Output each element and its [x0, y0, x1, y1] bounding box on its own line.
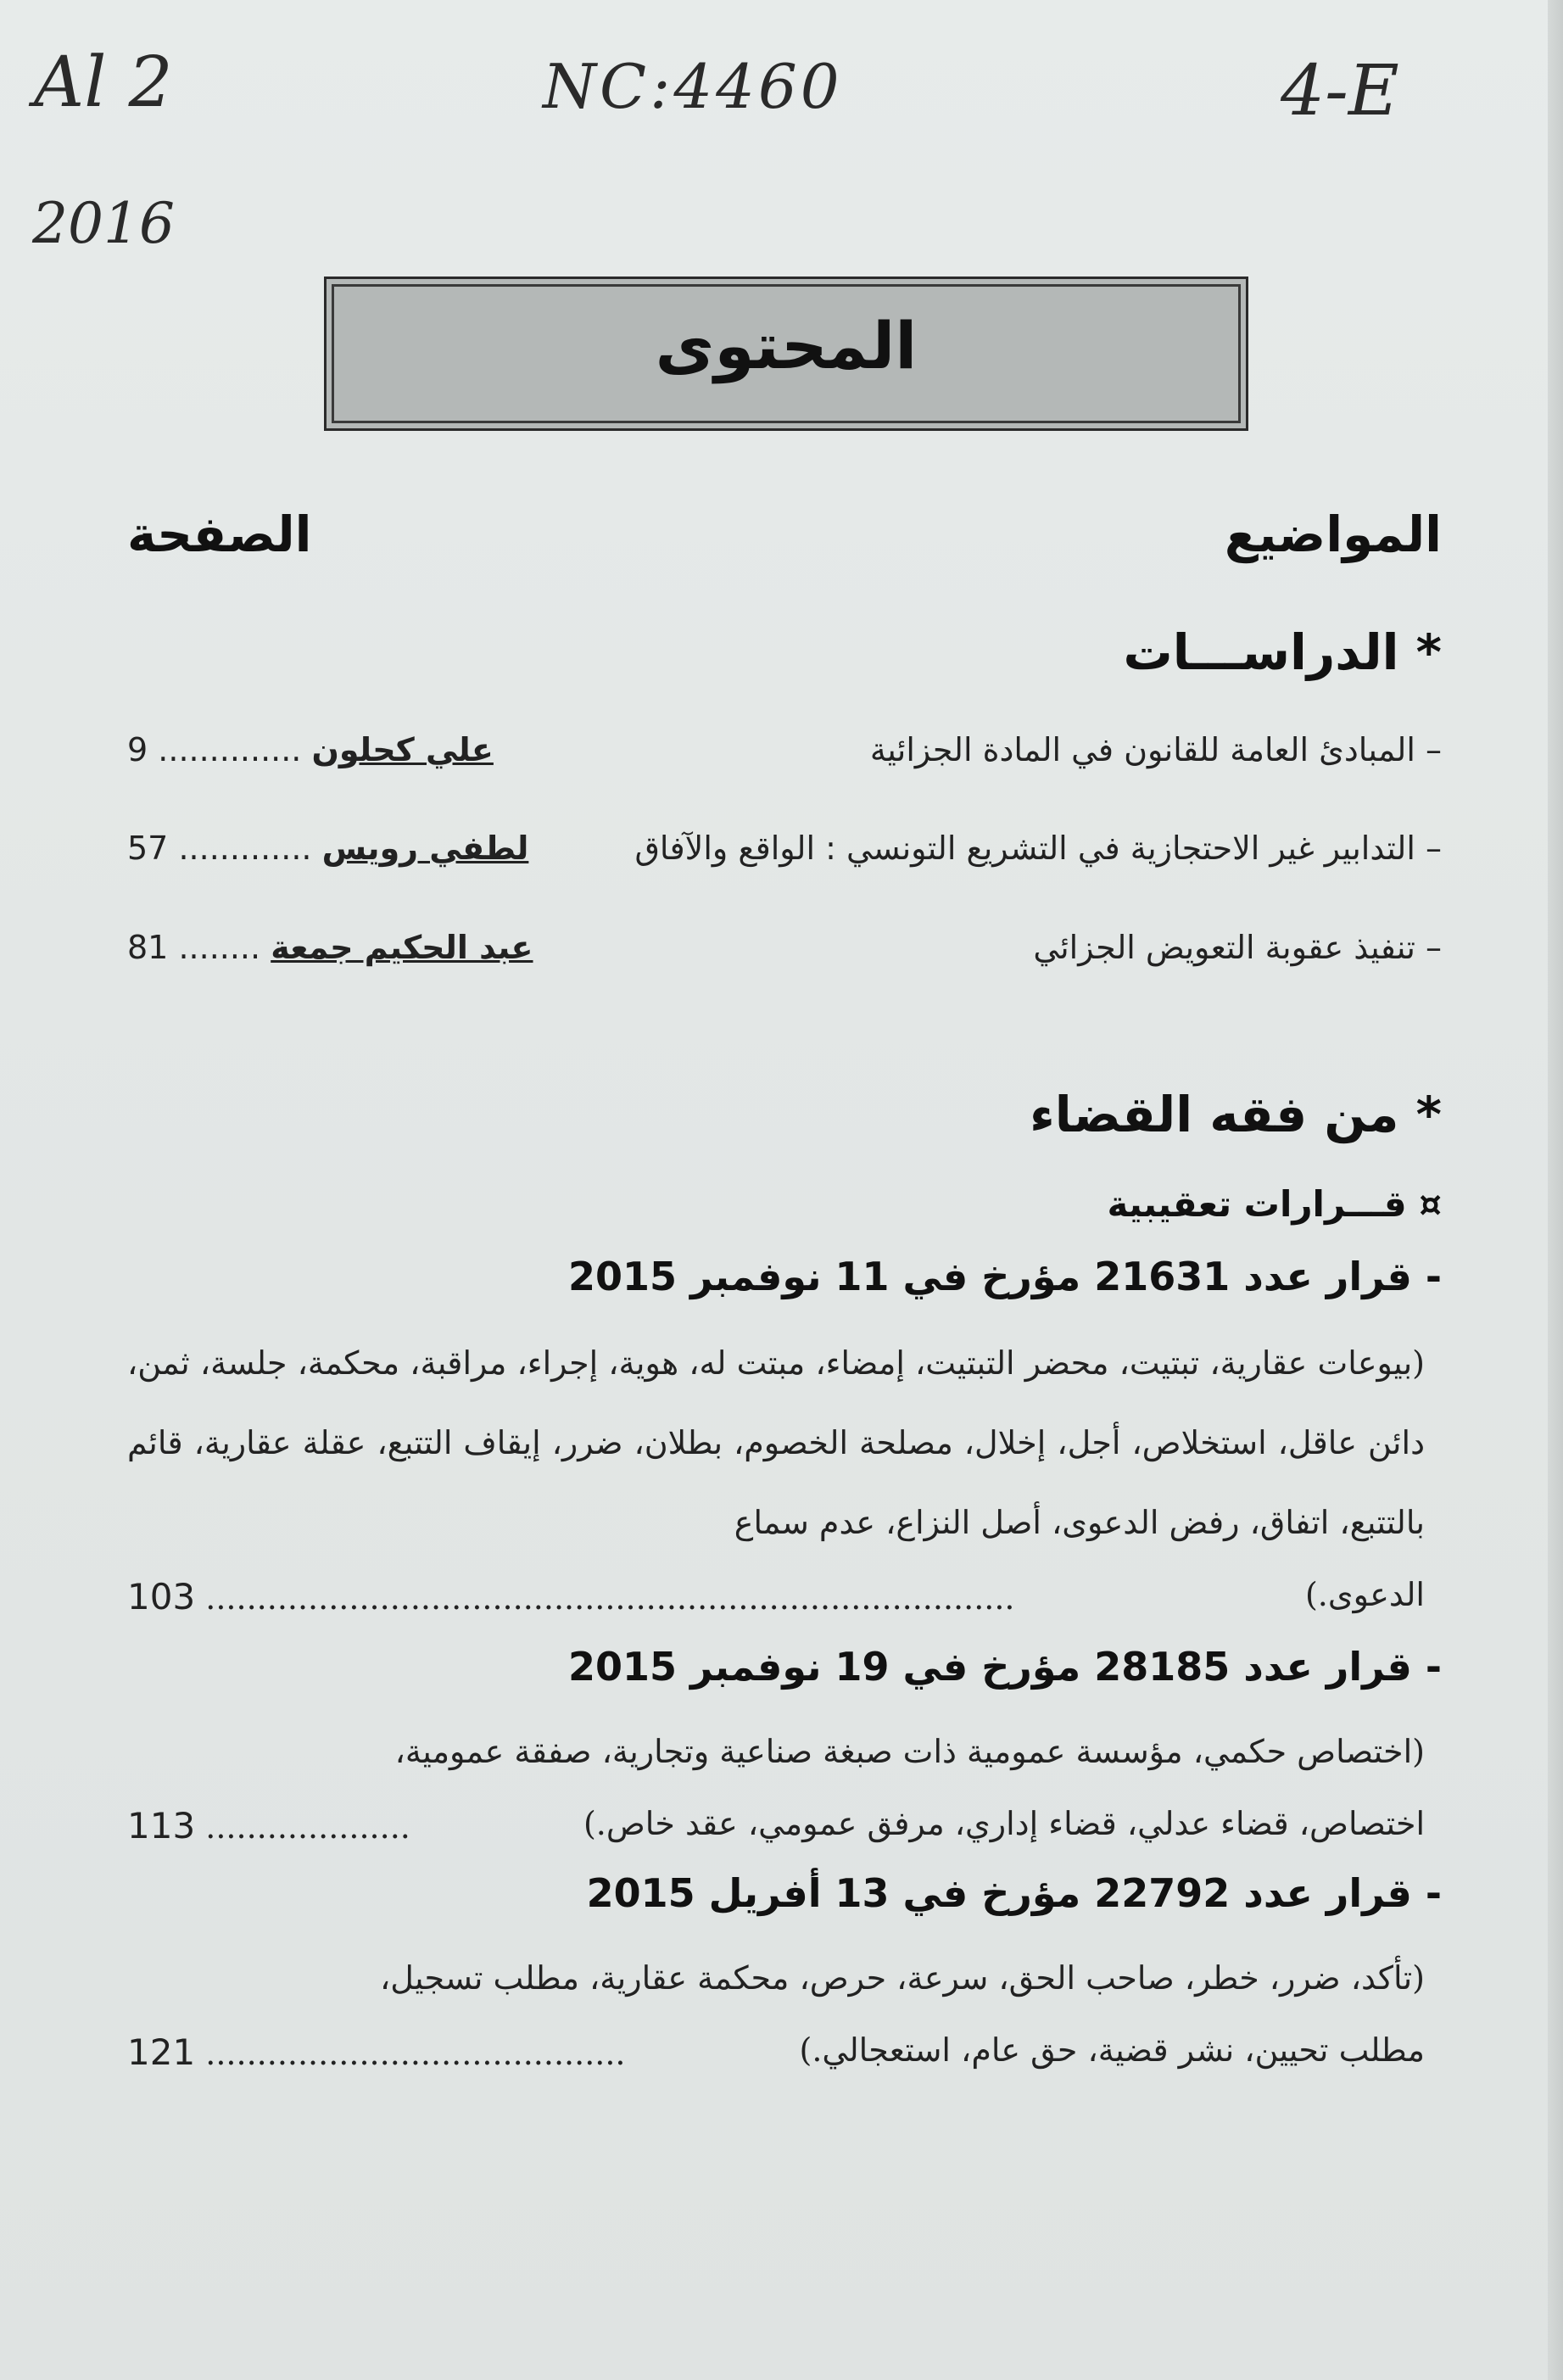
entry-title: – تنفيذ عقوبة التعويض الجزائي	[1033, 929, 1442, 966]
decision-entry	[127, 1254, 1442, 1330]
decision-heading: - قرار عدد 22792 مؤرخ في 13 أفريل 2015	[586, 1870, 1442, 1916]
handwritten-call-number: NC:4460	[543, 51, 843, 122]
entry-page-number: 121	[127, 2031, 196, 2073]
entry-page-number: 57	[127, 830, 169, 867]
entry-dots: ..............	[158, 731, 302, 768]
toc-entry	[127, 731, 1442, 807]
handwritten-note-top-left: Al 2	[34, 42, 173, 123]
column-headers	[127, 506, 1442, 582]
entry-reference	[127, 1576, 1015, 1617]
decision-heading: - قرار عدد 28185 مؤرخ في 19 نوفمبر 2015	[568, 1644, 1442, 1690]
decision-keywords: (تأكد، ضرر، خطر، صاحب الحق، سرعة، حرص، محكمة عقارية، مطلب تسجيل،	[379, 1959, 1425, 1997]
studies-heading: * الدراســـات	[1123, 623, 1442, 681]
entry-page-number: 81	[127, 929, 169, 966]
entry-dots: .............	[178, 830, 312, 867]
decision-entry	[127, 1644, 1442, 1720]
cassation-decisions-heading	[127, 1183, 1442, 1260]
entry-dots: ...............................................................................	[205, 1579, 1015, 1617]
entry-reference	[127, 830, 528, 867]
decision-keywords-end	[127, 2031, 1425, 2108]
topics-column-header: المواضيع	[1224, 506, 1442, 563]
page-edge	[1548, 0, 1563, 2380]
decision-heading: - قرار عدد 21631 مؤرخ في 11 نوفمبر 2015	[568, 1254, 1442, 1299]
entry-page-number: 103	[127, 1576, 196, 1617]
jurisprudence-heading: * من فقه القضاء	[1030, 1086, 1442, 1143]
keywords-last-line: الدعوى.)	[1304, 1576, 1425, 1613]
decision-entry	[127, 1870, 1442, 1947]
decision-keywords: (اختصاص حكمي، مؤسسة عمومية ذات صبغة صناعية وتجارية، صفقة عمومية،	[394, 1733, 1425, 1770]
toc-entry	[127, 830, 1442, 906]
page-column-header: الصفحة	[127, 506, 312, 563]
entry-reference	[127, 929, 533, 966]
entry-page-number: 113	[127, 1805, 196, 1846]
sub-heading: ¤ قـــرارات تعقيبية	[1107, 1183, 1442, 1225]
entry-page-number: 9	[127, 731, 148, 768]
entry-reference	[127, 2031, 626, 2073]
decision-keywords: (بيوعات عقارية، تبتيت، محضر التبتيت، إمضاء، مبتت له، هوية، إجراء، مراقبة، محكمة، جلسة، ثمن، دائن عاقل، استخلاص، أجل، إخلال، مصلحة الخصوم، بطلان، ضرر، إيقاف التتبع، عقلة عقارية، قائم بالتتبع، اتفاق، رفض الدعوى، أصل النزاع، عدم سماع	[127, 1344, 1425, 1541]
entry-title: – المبادئ العامة للقانون في المادة الجزائية	[869, 731, 1442, 768]
toc-entry	[127, 929, 1442, 1005]
decision-keywords-end	[127, 1576, 1425, 1652]
entry-dots: ....................	[205, 1808, 410, 1846]
entry-dots: ........	[178, 929, 261, 966]
handwritten-year: 2016	[32, 191, 175, 256]
jurisprudence-section	[127, 1086, 1442, 1162]
entry-reference	[127, 731, 494, 768]
studies-section	[127, 623, 1442, 700]
entry-reference	[127, 1805, 410, 1846]
entry-author: علي كحلون	[311, 731, 494, 768]
entry-title: – التدابير غير الاحتجازية في التشريع التونسي : الواقع والآفاق	[634, 830, 1442, 867]
keywords-last-line: اختصاص، قضاء عدلي، قضاء إداري، مرفق عمومي، عقد خاص.)	[583, 1805, 1425, 1842]
entry-dots: .........................................	[205, 2035, 626, 2072]
keywords-last-line: مطلب تحيين، نشر قضية، حق عام، استعجالي.)	[799, 2031, 1425, 2069]
entry-author: عبد الحكيم جمعة	[271, 929, 533, 966]
handwritten-note-top-right: 4-E	[1281, 51, 1399, 131]
page-title: المحتوى	[655, 308, 918, 383]
title-box	[324, 277, 1248, 431]
entry-author: لطفي رويس	[321, 830, 529, 867]
